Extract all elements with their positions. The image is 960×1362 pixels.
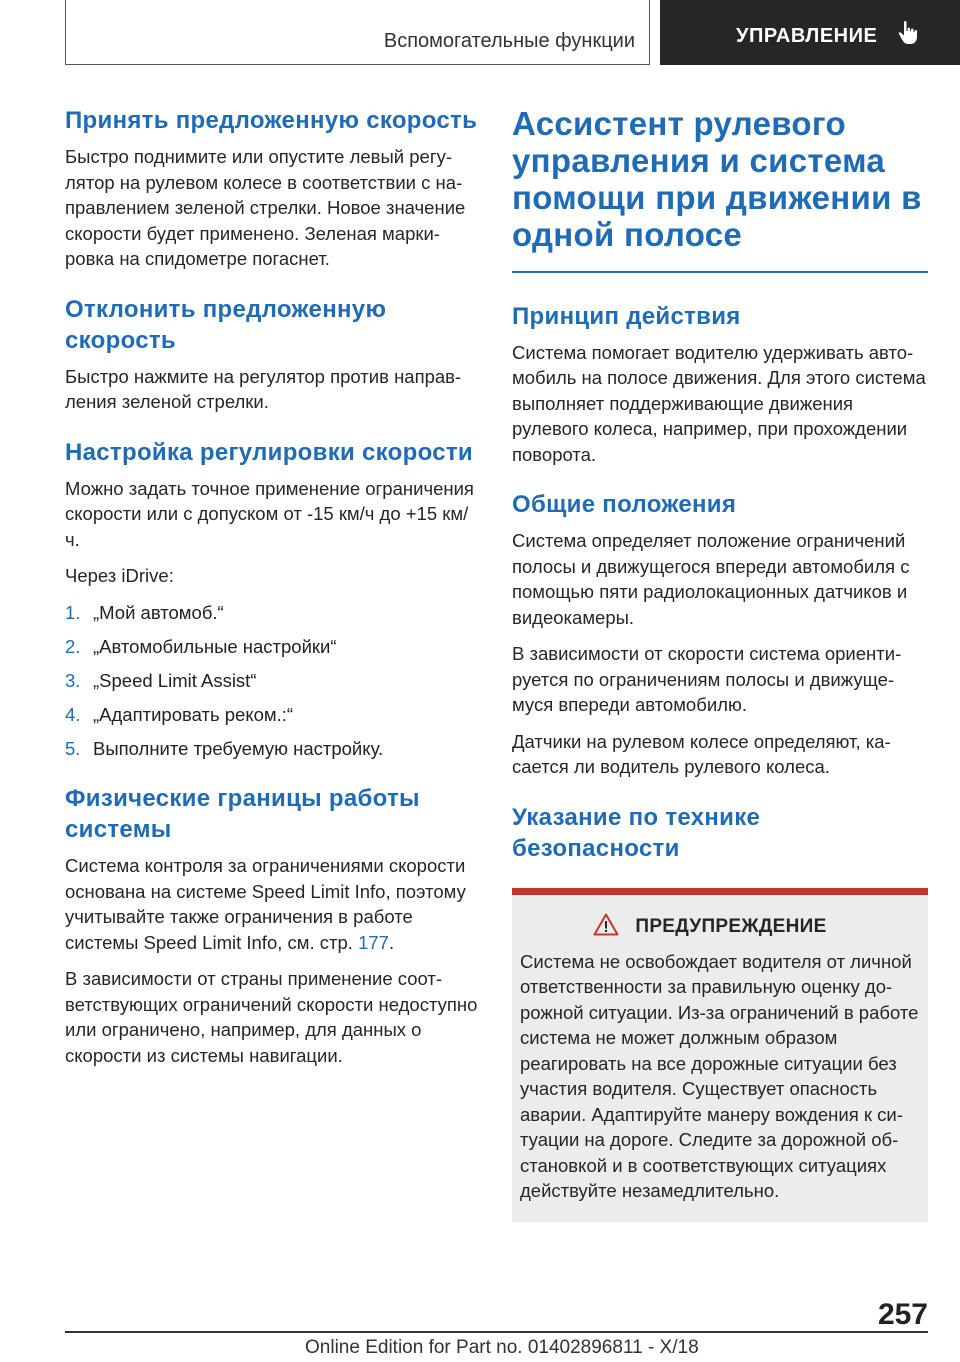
paragraph: Система определяет положение ограничений полосы и движущегося впереди автомобиля с помощью пяти радиолокационных датчиков и видеокамеры. [512, 530, 910, 628]
step-number: 5. [65, 737, 81, 759]
section-system-limits [65, 783, 480, 1068]
step-text: „Мой автомоб.“ [93, 601, 224, 623]
section-safety [512, 802, 928, 1222]
step-number: 3. [65, 669, 81, 691]
paragraph: В зависимости от страны применение соответствующих ограничений скорости недоступно или ограничено, например, для данных о скорости из системы навигации. [65, 968, 478, 1066]
paragraph: Датчики на рулевом колесе определяют, касается ли водитель рулевого колеса. [512, 730, 891, 777]
section-title: Физические границы работы системы [65, 785, 420, 843]
step-number: 1. [65, 601, 81, 623]
warning-box [512, 888, 928, 1222]
section-title: Отклонить предложенную скорость [65, 295, 387, 354]
warning-title: ПРЕДУПРЕЖДЕНИЕ [635, 915, 827, 937]
step-text: „Адаптировать реком.:“ [93, 703, 294, 725]
section-title: Общие положения [512, 491, 737, 518]
chapter-tab [660, 0, 960, 65]
paragraph [65, 853, 480, 955]
paragraph: Быстро нажмите на регулятор против направления зеленой стрелки. [65, 365, 462, 412]
warning-triangle-icon [593, 913, 619, 941]
list-item [65, 600, 480, 626]
step-text: „Автомобильные настройки“ [93, 635, 337, 657]
section-accept-speed [65, 105, 480, 272]
paragraph: Быстро поднимите или опустите левый регулятор на рулевом колесе в соответствии с направлением зеленой стрелки. Новое значение скорости будет применено. Зеленая маркировка на спидометре погаснет. [65, 146, 466, 269]
title-divider [512, 271, 928, 273]
text-run: Система контроля за ограничениями скорости основана на системе Speed Limit Info, поэтому учитывайте также ограничения в работе системы Speed Limit Info, см. стр. [65, 855, 466, 953]
section-speed-setting [65, 437, 480, 762]
section-tab [65, 0, 650, 65]
paragraph: Можно задать точное применение ограничения скорости или с допуском от -15 км/ч до +15 км/ч. [65, 477, 474, 550]
step-text: „Speed Limit Assist“ [93, 669, 257, 691]
list-item [65, 634, 480, 660]
paragraph-via-idrive: Через iDrive: [65, 565, 174, 586]
list-item [65, 736, 480, 762]
section-general [512, 489, 928, 780]
pointing-hand-icon [897, 20, 921, 51]
section-title: Принять предложенную скорость [65, 107, 478, 134]
left-column [65, 105, 480, 1090]
section-title: Указание по технике безопасности [512, 803, 761, 862]
footer-divider [65, 1331, 928, 1333]
page-reference-link[interactable]: 177 [358, 931, 389, 953]
right-column [512, 105, 928, 1222]
section-title: Принцип действия [512, 302, 741, 330]
section-title: Настройка регулировки скорости [65, 438, 473, 466]
text-run: . [388, 931, 395, 953]
chapter-label: УПРАВЛЕНИЕ [736, 25, 878, 47]
section-principle [512, 301, 928, 468]
paragraph: В зависимости от скорости система ориентируется по ограничениям полосы и движущемуся впереди автомобилю. [512, 643, 902, 715]
steps-list [65, 600, 480, 762]
list-item [65, 668, 480, 694]
list-item [65, 702, 480, 728]
warning-header [520, 913, 920, 941]
step-number: 4. [65, 703, 81, 725]
paragraph: Система помогает водителю удерживать автомобиль на полосе движения. Для этого система выполняет поддерживающие движения рулевого колеса, например, при прохождении поворота. [512, 341, 926, 465]
warning-text: Система не освобождает водителя от личной ответственности за правильную оценку дорожной ситуации. Из-за ограничений в работе система не может должным образом реагировать на все дорожные ситуации без участия водителя. Существует опасность аварии. Адаптируйте манеру вождения к ситуации на дороге. Следите за дорожной обстановкой и в соответствующих ситуациях действуйте незамедлительно. [520, 950, 919, 1201]
footer-edition: Online Edition for Part no. 01402896811 - X/18 [305, 1337, 699, 1358]
section-tab-label: Вспомогательные функции [383, 30, 635, 52]
section-reject-speed [65, 294, 480, 415]
chapter-title: Ассистент рулевого управления и система помощи при движении в одной полосе [512, 105, 922, 253]
step-number: 2. [65, 635, 81, 657]
page-number: 257 [877, 1298, 928, 1331]
step-text: Выполните требуемую настройку. [93, 737, 384, 759]
